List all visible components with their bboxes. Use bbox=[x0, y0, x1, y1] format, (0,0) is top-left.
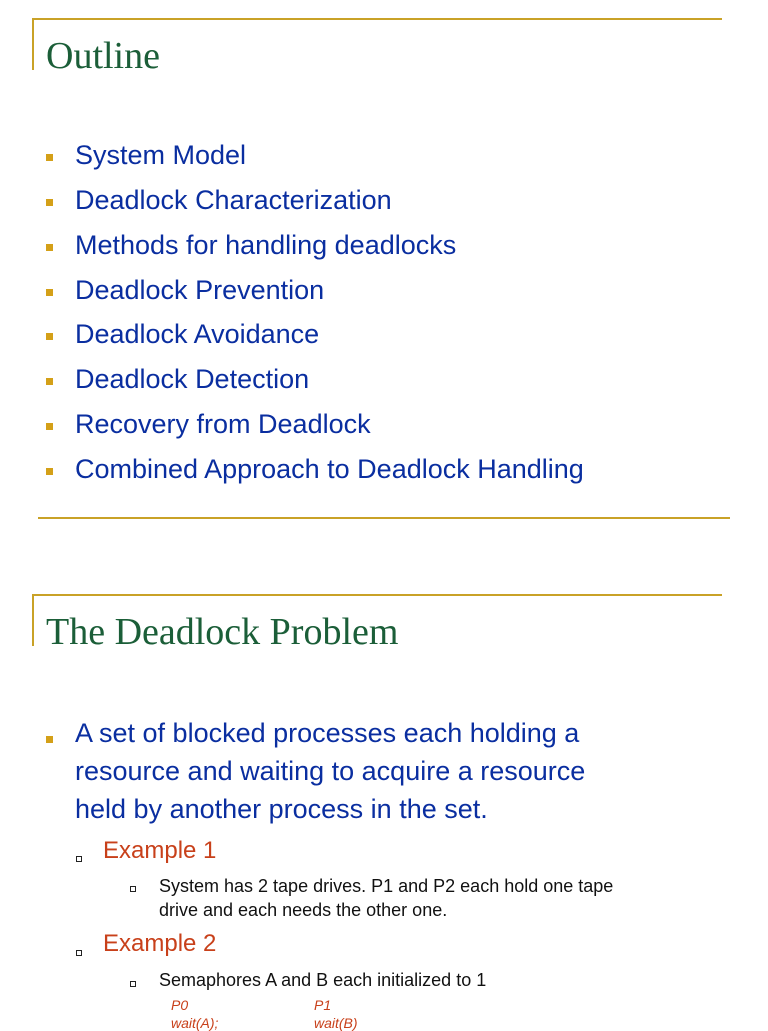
example-1-label: Example 1 bbox=[103, 837, 217, 864]
list-item: Deadlock Detection bbox=[75, 364, 310, 394]
main-bullet-line: A set of blocked processes each holding a bbox=[75, 718, 580, 748]
process-p0-code: wait(A); bbox=[171, 1015, 219, 1031]
bullet-square-icon bbox=[46, 378, 53, 385]
bullet-square-icon bbox=[46, 289, 53, 296]
process-p0-label: P0 bbox=[171, 997, 189, 1013]
slide-deadlock-problem bbox=[0, 594, 768, 1031]
example-2-label: Example 2 bbox=[103, 930, 217, 957]
main-bullet-line: held by another process in the set. bbox=[75, 794, 488, 824]
example-1-line: drive and each needs the other one. bbox=[159, 900, 448, 920]
slide-left-rule bbox=[32, 18, 34, 70]
bullet-square-icon bbox=[46, 199, 53, 206]
list-item: Deadlock Characterization bbox=[75, 185, 392, 215]
list-item: Combined Approach to Deadlock Handling bbox=[75, 454, 584, 484]
process-p1-code: wait(B) bbox=[314, 1015, 358, 1031]
list-item: Deadlock Avoidance bbox=[75, 319, 320, 349]
slide-title: The Deadlock Problem bbox=[46, 611, 399, 653]
slide-top-rule bbox=[32, 594, 722, 596]
sub-sub-bullet-box-icon bbox=[130, 981, 136, 987]
bullet-square-icon bbox=[46, 423, 53, 430]
list-item: System Model bbox=[75, 140, 247, 170]
process-p1-label: P1 bbox=[314, 997, 332, 1013]
list-item: Deadlock Prevention bbox=[75, 275, 325, 305]
main-bullet-text bbox=[75, 714, 585, 828]
bullet-square-icon bbox=[46, 244, 53, 251]
list-item: Methods for handling deadlocks bbox=[75, 230, 457, 260]
bullet-square-icon bbox=[46, 468, 53, 475]
example-1-line: System has 2 tape drives. P1 and P2 each hold one tape bbox=[159, 876, 614, 896]
slide-bottom-rule bbox=[38, 517, 730, 519]
example-2-text: Semaphores A and B each initialized to 1 bbox=[159, 970, 487, 990]
bullet-square-icon bbox=[46, 154, 53, 161]
sub-bullet-box-icon bbox=[76, 950, 82, 956]
list-item: Recovery from Deadlock bbox=[75, 409, 371, 439]
slide-top-rule bbox=[32, 18, 722, 20]
sub-sub-bullet-box-icon bbox=[130, 886, 136, 892]
slide-title: Outline bbox=[46, 35, 160, 77]
slide-left-rule bbox=[32, 594, 34, 646]
main-bullet-line: resource and waiting to acquire a resource bbox=[75, 756, 586, 786]
sub-bullet-box-icon bbox=[76, 856, 82, 862]
example-1-text bbox=[159, 874, 613, 922]
bullet-square-icon bbox=[46, 736, 53, 743]
bullet-square-icon bbox=[46, 333, 53, 340]
